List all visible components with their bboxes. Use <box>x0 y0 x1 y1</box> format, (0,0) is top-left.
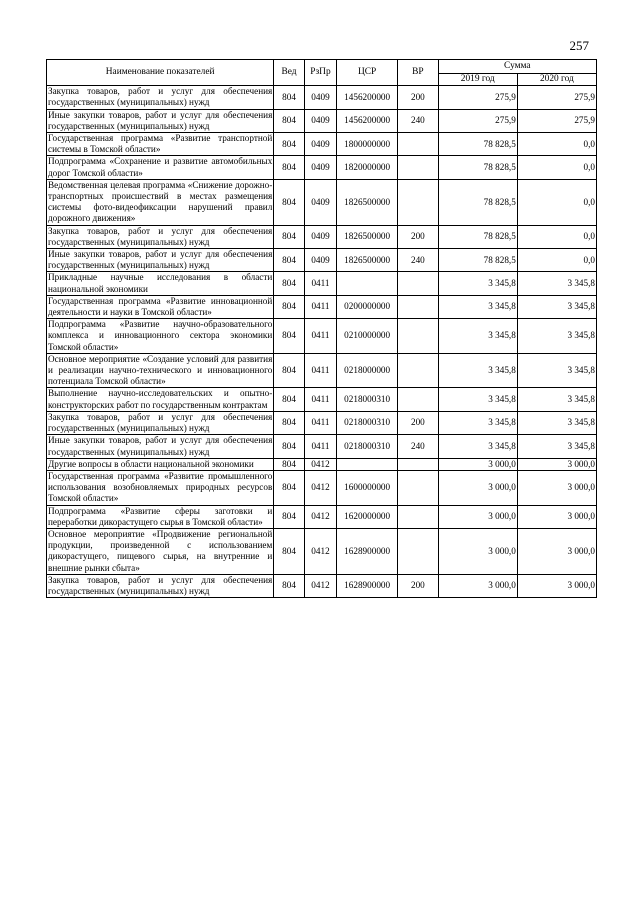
row-sum-2019: 3 345,8 <box>438 388 517 411</box>
row-sum-2020: 3 000,0 <box>517 528 596 574</box>
table-row <box>47 435 597 458</box>
row-name: Закупка товаров, работ и услуг для обеспечения государственных (муниципальных) нужд <box>48 225 273 247</box>
row-csr: 1456200000 <box>337 86 398 109</box>
header-name: Наименование показателей <box>47 60 274 86</box>
row-sum-2020: 3 000,0 <box>517 574 596 597</box>
row-rzpr: 0409 <box>304 133 336 156</box>
row-sum-2019: 3 000,0 <box>438 528 517 574</box>
row-sum-2020: 3 345,8 <box>517 435 596 458</box>
row-vr <box>398 505 439 528</box>
row-rzpr: 0409 <box>304 86 336 109</box>
row-ved: 804 <box>274 319 304 354</box>
row-sum-2020: 0,0 <box>517 133 596 156</box>
row-csr: 1620000000 <box>337 505 398 528</box>
row-sum-2020: 3 345,8 <box>517 319 596 354</box>
row-csr: 0210000000 <box>337 319 398 354</box>
row-sum-2019: 275,9 <box>438 86 517 109</box>
header-year-2019: 2019 год <box>438 74 517 86</box>
row-csr: 1600000000 <box>337 470 398 505</box>
row-csr: 1826500000 <box>337 179 398 225</box>
row-name: Государственная программа «Развитие промышленного использования возобновляемых природных ресурсов Томской области» <box>48 470 273 504</box>
header-sum: Сумма <box>438 60 596 74</box>
row-sum-2020: 0,0 <box>517 179 596 225</box>
row-vr <box>398 272 439 295</box>
table-row <box>47 109 597 132</box>
row-sum-2020: 3 345,8 <box>517 411 596 434</box>
table-row <box>47 505 597 528</box>
table-row <box>47 388 597 411</box>
row-rzpr: 0412 <box>304 458 336 470</box>
row-sum-2019: 3 000,0 <box>438 574 517 597</box>
row-vr <box>398 388 439 411</box>
row-sum-2019: 78 828,5 <box>438 179 517 225</box>
row-csr <box>337 272 398 295</box>
row-sum-2020: 275,9 <box>517 109 596 132</box>
row-csr <box>337 458 398 470</box>
row-sum-2020: 3 000,0 <box>517 470 596 505</box>
table-row <box>47 179 597 225</box>
row-rzpr: 0411 <box>304 435 336 458</box>
row-ved: 804 <box>274 272 304 295</box>
row-sum-2019: 3 000,0 <box>438 458 517 470</box>
row-rzpr: 0409 <box>304 249 336 272</box>
row-ved: 804 <box>274 86 304 109</box>
row-ved: 804 <box>274 179 304 225</box>
row-sum-2019: 3 345,8 <box>438 353 517 388</box>
row-rzpr: 0409 <box>304 109 336 132</box>
row-csr: 0218000000 <box>337 353 398 388</box>
row-rzpr: 0411 <box>304 319 336 354</box>
row-rzpr: 0412 <box>304 505 336 528</box>
page-number: 257 <box>569 38 589 53</box>
row-name: Ведомственная целевая программа «Снижение дорожно-транспортных происшествий в местах размещения системы фото-видеофиксации нарушений правил дорожного движения» <box>48 179 273 224</box>
table-row <box>47 353 597 388</box>
row-sum-2019: 3 345,8 <box>438 435 517 458</box>
table-row <box>47 133 597 156</box>
budget-table <box>46 59 597 598</box>
table-row <box>47 470 597 505</box>
row-vr: 200 <box>398 225 439 248</box>
row-sum-2019: 3 345,8 <box>438 319 517 354</box>
row-name: Другие вопросы в области национальной экономики <box>47 458 274 470</box>
row-csr: 0218000310 <box>337 435 398 458</box>
row-ved: 804 <box>274 458 304 470</box>
row-sum-2019: 3 345,8 <box>438 272 517 295</box>
row-vr <box>398 353 439 388</box>
row-vr <box>398 528 439 574</box>
row-sum-2019: 78 828,5 <box>438 225 517 248</box>
row-ved: 804 <box>274 295 304 318</box>
row-vr: 200 <box>398 86 439 109</box>
row-rzpr: 0409 <box>304 225 336 248</box>
table-row <box>47 295 597 318</box>
header-vr: ВР <box>398 60 439 86</box>
row-vr <box>398 470 439 505</box>
row-sum-2019: 275,9 <box>438 109 517 132</box>
row-ved: 804 <box>274 133 304 156</box>
table-row <box>47 528 597 574</box>
row-vr <box>398 458 439 470</box>
table-row <box>47 411 597 434</box>
row-sum-2020: 0,0 <box>517 225 596 248</box>
row-ved: 804 <box>274 435 304 458</box>
row-vr: 240 <box>398 109 439 132</box>
row-ved: 804 <box>274 470 304 505</box>
row-csr: 1628900000 <box>337 574 398 597</box>
row-sum-2020: 3 345,8 <box>517 295 596 318</box>
row-sum-2020: 3 000,0 <box>517 505 596 528</box>
row-sum-2020: 3 345,8 <box>517 353 596 388</box>
row-sum-2020: 3 345,8 <box>517 272 596 295</box>
row-sum-2019: 3 345,8 <box>438 411 517 434</box>
table-row <box>47 272 597 295</box>
row-name: Иные закупки товаров, работ и услуг для обеспечения государственных (муниципальных) нужд <box>48 109 273 131</box>
row-sum-2019: 78 828,5 <box>438 249 517 272</box>
row-sum-2019: 78 828,5 <box>438 156 517 179</box>
row-sum-2019: 3 345,8 <box>438 295 517 318</box>
row-name: Иные закупки товаров, работ и услуг для обеспечения государственных (муниципальных) нужд <box>48 435 273 457</box>
row-vr <box>398 179 439 225</box>
row-name: Подпрограмма «Развитие научно-образовательного комплекса и инновационного сектора экономики Томской области» <box>48 319 273 352</box>
table-row <box>47 225 597 248</box>
table-row <box>47 458 597 470</box>
row-csr: 1628900000 <box>337 528 398 574</box>
row-ved: 804 <box>274 109 304 132</box>
row-rzpr: 0411 <box>304 295 336 318</box>
row-name: Иные закупки товаров, работ и услуг для обеспечения государственных (муниципальных) нужд <box>48 249 273 271</box>
table-row <box>47 574 597 597</box>
row-csr: 1820000000 <box>337 156 398 179</box>
row-rzpr: 0411 <box>304 411 336 434</box>
row-vr <box>398 133 439 156</box>
row-vr <box>398 156 439 179</box>
row-name: Выполнение научно-исследовательских и опытно-конструкторских работ по государственным контрактам <box>48 388 273 410</box>
table-body <box>47 86 597 598</box>
row-name: Закупка товаров, работ и услуг для обеспечения государственных (муниципальных) нужд <box>48 86 273 108</box>
row-csr: 0218000310 <box>337 388 398 411</box>
row-vr: 240 <box>398 435 439 458</box>
row-sum-2020: 0,0 <box>517 249 596 272</box>
row-ved: 804 <box>274 528 304 574</box>
header-year-2020: 2020 год <box>517 74 596 86</box>
row-rzpr: 0412 <box>304 470 336 505</box>
row-csr: 1826500000 <box>337 249 398 272</box>
row-rzpr: 0412 <box>304 574 336 597</box>
header-ved: Вед <box>274 60 304 86</box>
row-vr: 240 <box>398 249 439 272</box>
row-sum-2020: 275,9 <box>517 86 596 109</box>
row-name: Закупка товаров, работ и услуг для обеспечения государственных (муниципальных) нужд <box>48 574 273 596</box>
row-sum-2020: 0,0 <box>517 156 596 179</box>
row-name: Государственная программа «Развитие транспортной системы в Томской области» <box>48 133 273 155</box>
row-sum-2019: 3 000,0 <box>438 470 517 505</box>
row-sum-2019: 78 828,5 <box>438 133 517 156</box>
row-rzpr: 0411 <box>304 353 336 388</box>
row-rzpr: 0409 <box>304 156 336 179</box>
row-vr: 200 <box>398 411 439 434</box>
row-csr: 0218000310 <box>337 411 398 434</box>
row-name: Прикладные научные исследования в области национальной экономики <box>48 272 273 294</box>
row-sum-2020: 3 000,0 <box>517 458 596 470</box>
row-vr <box>398 295 439 318</box>
table-header <box>47 60 597 86</box>
row-rzpr: 0409 <box>304 179 336 225</box>
table-row <box>47 249 597 272</box>
table-row <box>47 156 597 179</box>
row-vr: 200 <box>398 574 439 597</box>
row-csr: 1456200000 <box>337 109 398 132</box>
row-sum-2020: 3 345,8 <box>517 388 596 411</box>
row-rzpr: 0411 <box>304 272 336 295</box>
row-ved: 804 <box>274 156 304 179</box>
row-ved: 804 <box>274 505 304 528</box>
table-row <box>47 319 597 354</box>
row-csr: 0200000000 <box>337 295 398 318</box>
table-row <box>47 86 597 109</box>
row-name: Государственная программа «Развитие инновационной деятельности и науки в Томской области» <box>48 295 273 318</box>
row-name: Подпрограмма «Сохранение и развитие автомобильных дорог Томской области» <box>48 156 273 178</box>
row-csr: 1800000000 <box>337 133 398 156</box>
row-name: Основное мероприятие «Продвижение региональной продукции, произведенной с использованием дикорастущего, пищевого сырья, на внутренние и внешние рынки сбыта» <box>48 528 273 573</box>
row-rzpr: 0412 <box>304 528 336 574</box>
row-rzpr: 0411 <box>304 388 336 411</box>
row-ved: 804 <box>274 353 304 388</box>
row-ved: 804 <box>274 574 304 597</box>
header-csr: ЦСР <box>337 60 398 86</box>
row-ved: 804 <box>274 388 304 411</box>
row-name: Закупка товаров, работ и услуг для обеспечения государственных (муниципальных) нужд <box>48 411 273 434</box>
row-ved: 804 <box>274 411 304 434</box>
header-rzpr: РзПр <box>304 60 336 86</box>
row-ved: 804 <box>274 249 304 272</box>
row-csr: 1826500000 <box>337 225 398 248</box>
row-name: Основное мероприятие «Создание условий для развития и реализации научно-технического и инновационного потенциала Томской области» <box>48 353 273 387</box>
row-vr <box>398 319 439 354</box>
row-sum-2019: 3 000,0 <box>438 505 517 528</box>
row-name: Подпрограмма «Развитие сферы заготовки и переработки дикорастущего сырья в Томской области» <box>48 505 273 527</box>
row-ved: 804 <box>274 225 304 248</box>
